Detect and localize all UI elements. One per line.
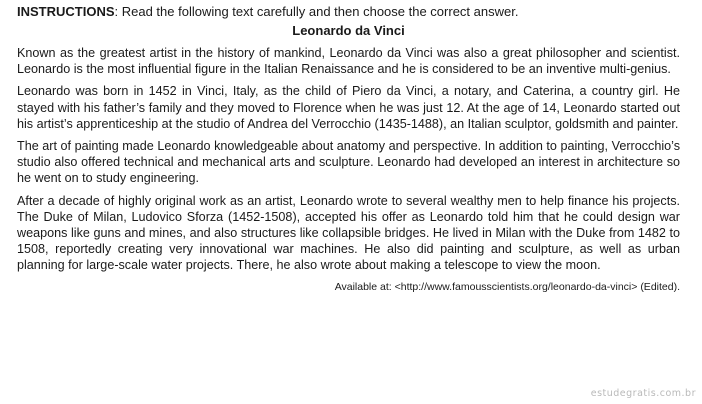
document-page — [17, 3, 680, 294]
paragraph-2: Leonardo was born in 1452 in Vinci, Italy, as the child of Piero da Vinci, a notary, and Caterina, a country girl. He stayed with his father’s family and they moved to Florence when he was just 12. At the age of 14, Leonardo started out his artist’s apprenticeship at the studio of Andrea del Verrocchio (1435-1488), an Italian sculptor, goldsmith and painter. — [17, 84, 680, 131]
paragraph-4: After a decade of highly original work as an artist, Leonardo wrote to several wealthy men to help finance his projects. The Duke of Milan, Ludovico Sforza (1452-1508), accepted his offer as Leonardo told him that he could design war weapons like guns and mines, and also structures like collapsible bridges. He lived in Milan with the Duke from 1482 to 1508, reportedly creating very innovational war machines. He also did painting and sculpture, as well as urban planning for large-scale water projects. There, he also wrote about making a telescope to view the moon. — [17, 193, 680, 273]
instructions-text: : Read the following text carefully and then choose the correct answer. — [114, 4, 519, 19]
instructions-line — [17, 3, 680, 20]
paragraph-3: The art of painting made Leonardo knowledgeable about anatomy and perspective. In addition to painting, Verrocchio’s studio also offered technical and mechanical arts and sculpture. Leonardo had developed an interest in architecture so he went on to study engineering. — [17, 139, 680, 186]
article-title: Leonardo da Vinci — [292, 23, 405, 38]
instructions-lead: INSTRUCTIONS — [17, 4, 115, 19]
watermark: estudegratis.com.br — [590, 388, 696, 399]
source-citation: Available at: <http://www.famousscientists.org/leonardo-da-vinci> (Edited). — [334, 280, 680, 293]
paragraph-1: Known as the greatest artist in the history of mankind, Leonardo da Vinci was also a great philosopher and scientist. Leonardo is the most influential figure in the Italian Renaissance and he is considered to be an inventive multi-genius. — [17, 46, 680, 77]
